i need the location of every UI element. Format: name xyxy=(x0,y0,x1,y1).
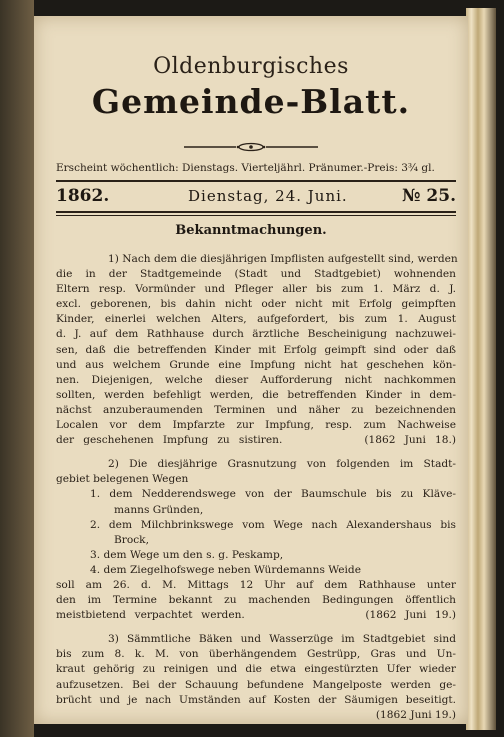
issue-year: 1862. xyxy=(56,186,110,206)
text-line: Eltern resp. Vormünder und Pfleger aller bis zum 1. März d. J. xyxy=(56,283,456,296)
scan-border-left xyxy=(0,0,34,737)
notice-3 xyxy=(56,632,456,723)
publication-info: Erscheint wöchentlich: Dienstags. Vierteljährl. Pränumer.-Preis: 3¾ gl. xyxy=(56,162,435,174)
text-line: bis zum 8. k. M. von überhängendem Gestrüpp, Gras und Un- xyxy=(56,648,456,661)
newspaper-page xyxy=(34,16,468,724)
book-spine xyxy=(466,8,496,730)
section-heading: Bekanntmachungen. xyxy=(175,223,327,238)
list-item: 4. dem Ziegelhofswege neben Würdemanns Weide xyxy=(90,563,361,576)
text-line: nen. Diejenigen, welche dieser Aufforderung nicht nachkommen xyxy=(56,373,456,386)
text-line: gebiet belegenen Wegen xyxy=(56,473,189,486)
article-body xyxy=(56,252,456,723)
masthead-title-big: Gemeinde-Blatt. xyxy=(91,82,411,121)
text-line: excl. geborenen, bis dahin nicht oder nicht mit Erfolg geimpften xyxy=(56,298,456,311)
rule-bottom xyxy=(56,211,456,213)
masthead-title-small: Oldenburgisches xyxy=(153,54,349,79)
text-line: meistbietend verpachtet werden. (1862 Juni 19.) xyxy=(56,609,456,622)
list-item: Brock, xyxy=(114,533,149,546)
text-line: 1) Nach dem die diesjährigen Impflisten aufgestellt sind, werden xyxy=(108,253,458,265)
text-line: Kinder, einerlei welchen Alters, aufgefordert, bis zum 1. August xyxy=(56,313,456,326)
dateline xyxy=(56,186,456,210)
text-line: sollten, werden befehligt werden, die betreffenden Kinder in dem- xyxy=(56,388,456,401)
issue-number: № 25. xyxy=(402,186,456,206)
notice-2 xyxy=(56,457,456,623)
text-line: 3) Sämmtliche Bäken und Wasserzüge im Stadtgebiet sind xyxy=(108,633,456,646)
list-item: 1. dem Nedderendswege von der Baumschule bis zu Kläve- xyxy=(90,488,456,501)
text-line: nächst anzuberaumenden Terminen und näher zu bezeichnenden xyxy=(56,403,456,416)
notice-1 xyxy=(56,252,456,448)
text-line: 2) Die diesjährige Grasnutzung von folgenden im Stadt- xyxy=(108,458,456,471)
text-line: die in der Stadtgemeinde (Stadt und Stadtgebiet) wohnenden xyxy=(56,268,456,281)
issue-date: Dienstag, 24. Juni. xyxy=(188,187,348,205)
rule-top xyxy=(56,180,456,182)
text-line: aufzusetzen. Bei der Schauung befundene Mangelposte werden ge- xyxy=(56,678,456,691)
text-line: und aus welchem Grunde eine Impfung nicht hat geschehen kön- xyxy=(56,358,456,371)
text-line: kraut gehörig zu reinigen und die etwa eingestürzten Ufer wieder xyxy=(56,663,456,676)
text-line: den im Termine bekannt zu machenden Bedingungen öffentlich xyxy=(56,594,456,607)
text-line: brücht und je nach Umständen auf Kosten der Säumigen beseitigt. xyxy=(56,693,456,706)
list-item: manns Gründen, xyxy=(114,503,204,516)
notice-date: (1862 Juni 19.) xyxy=(375,708,456,721)
text-line: Localen vor dem Impfarzte zur Impfung, resp. zum Nachweise xyxy=(56,419,456,432)
text-line: soll am 26. d. M. Mittags 12 Uhr auf dem Rathhause unter xyxy=(56,578,456,591)
text-line: sen, daß die betreffenden Kinder mit Erfolg geimpft sind oder daß xyxy=(56,343,456,356)
text-line: der geschehenen Impfung zu sistiren. (1862 Juni 18.) xyxy=(56,434,456,447)
text-line: d. J. auf dem Rathhause durch ärztliche Bescheinigung nachzuwei- xyxy=(56,328,456,341)
list-item: 3. dem Wege um den s. g. Peskamp, xyxy=(90,548,284,561)
list-item: 2. dem Milchbrinkswege vom Wege nach Alexandershaus bis xyxy=(90,518,456,531)
ornament-divider-icon xyxy=(184,142,318,152)
rule-bottom-thin xyxy=(56,215,456,216)
